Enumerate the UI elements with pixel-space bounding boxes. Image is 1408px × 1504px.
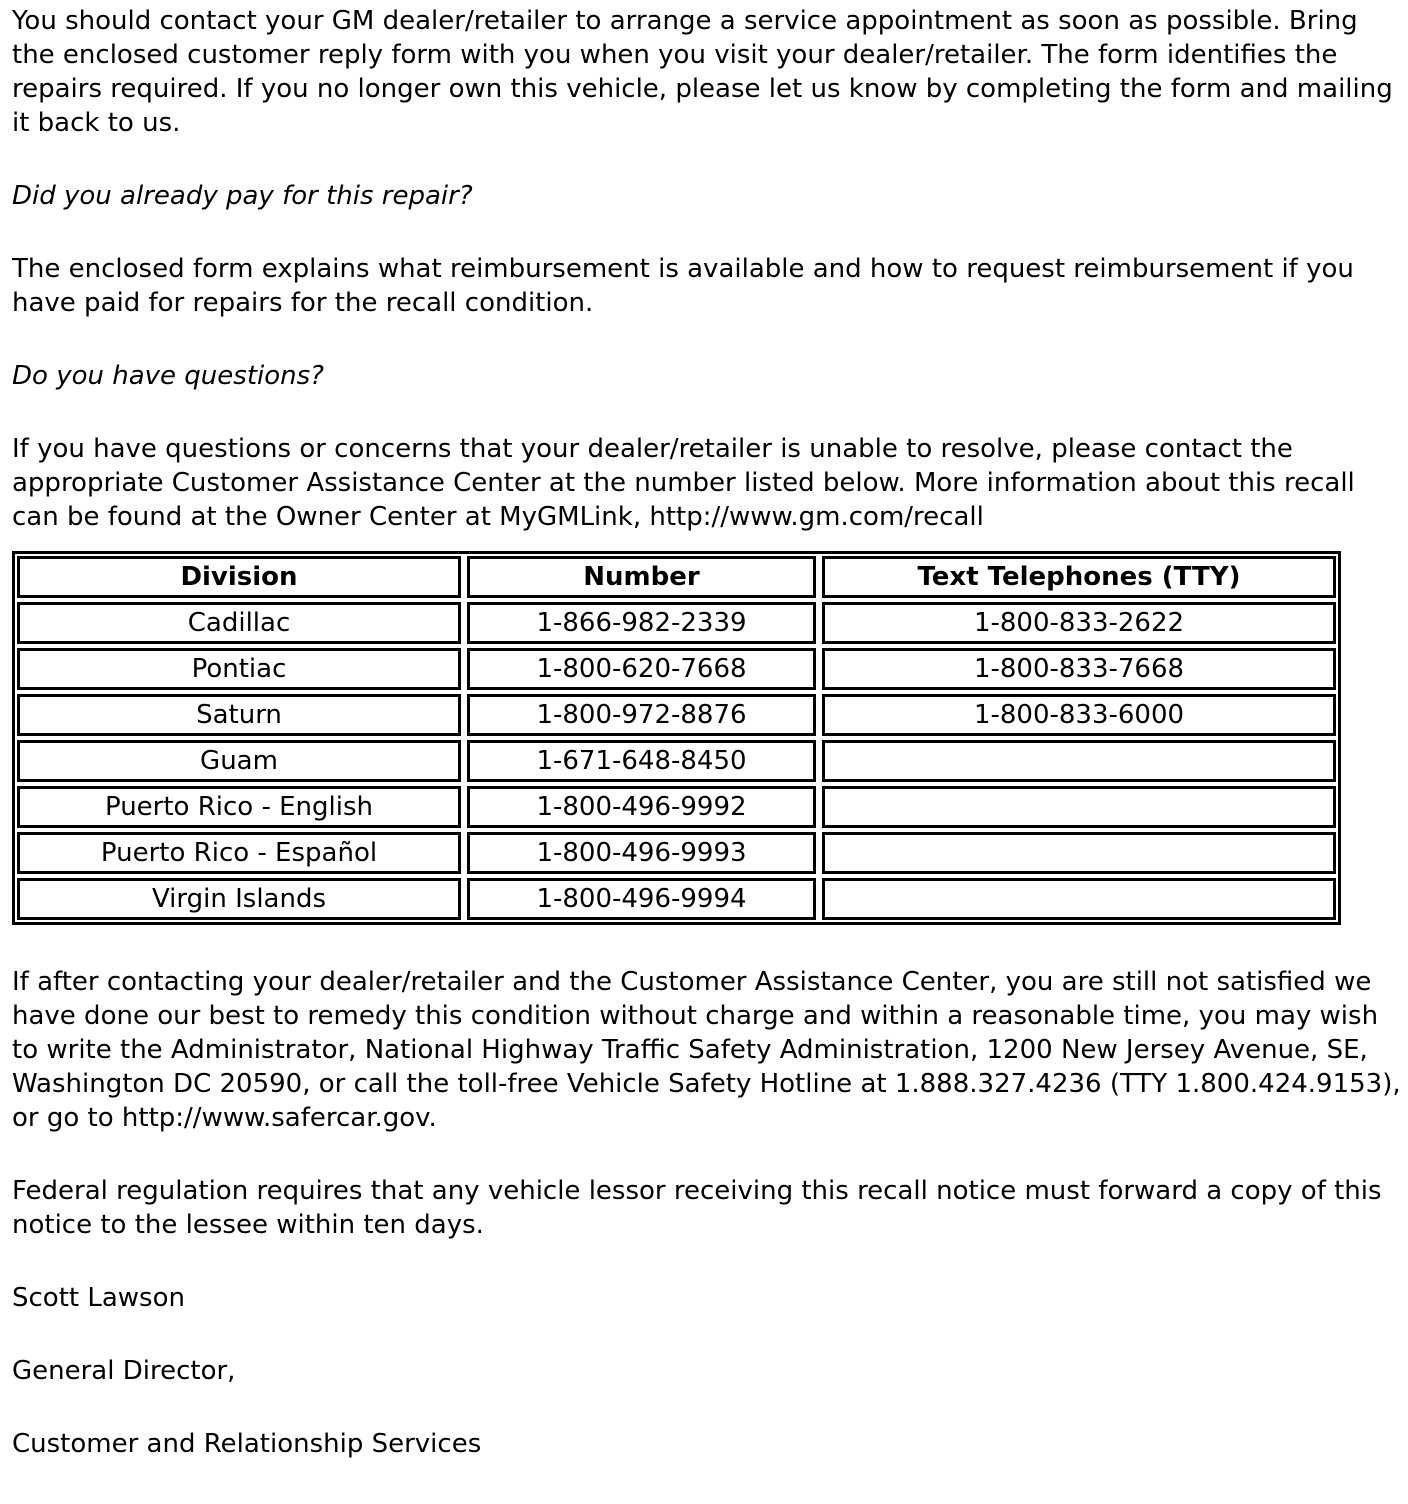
table-row [17, 878, 1336, 920]
header-number: Number [467, 556, 816, 598]
table-row [17, 694, 1336, 736]
tty-cell [822, 786, 1336, 828]
tty-cell: 1-800-833-7668 [822, 648, 1336, 690]
letter-page [12, 4, 1402, 1461]
table-row [17, 740, 1336, 782]
header-division: Division [17, 556, 461, 598]
number-cell: 1-800-972-8876 [467, 694, 816, 736]
service-appointment-paragraph: You should contact your GM dealer/retailer to arrange a service appointment as soon as possible. Bring the enclosed customer reply form with you when you visit your dealer/retailer. The form identifies the repairs required. If you no longer own this vehicle, please let us know by completing the form and mailing it back to us. [12, 6, 1393, 138]
tty-cell [822, 878, 1336, 920]
division-cell: Puerto Rico - Español [17, 832, 461, 874]
header-tty: Text Telephones (TTY) [822, 556, 1336, 598]
table-row [17, 786, 1336, 828]
table-row [17, 648, 1336, 690]
table-row [17, 832, 1336, 874]
number-cell: 1-800-620-7668 [467, 648, 816, 690]
number-cell: 1-800-496-9992 [467, 786, 816, 828]
signature-block [12, 1281, 1402, 1461]
signatory-title: General Director, [12, 1356, 236, 1386]
assistance-center-table [11, 552, 1342, 924]
number-cell: 1-800-496-9993 [467, 832, 816, 874]
number-cell: 1-866-982-2339 [467, 602, 816, 644]
lessor-paragraph: Federal regulation requires that any vehicle lessor receiving this recall notice must forward a copy of this notice to the lessee within ten days. [12, 1176, 1382, 1240]
tty-cell [822, 740, 1336, 782]
nhtsa-paragraph: If after contacting your dealer/retailer and the Customer Assistance Center, you are still not satisfied we have done our best to remedy this condition without charge and within a reasonable time, you may wish to write the Administrator, National Highway Traffic Safety Administration, 1200 New Jersey Avenue, SE, Washington DC 20590, or call the toll-free Vehicle Safety Hotline at 1.888.327.4236 (TTY 1.800.424.9153), or go to http://www.safercar.gov. [12, 967, 1401, 1133]
division-cell: Virgin Islands [17, 878, 461, 920]
signatory-department: Customer and Relationship Services [12, 1429, 482, 1459]
assistance-center-table-frame [12, 551, 1341, 925]
number-cell: 1-800-496-9994 [467, 878, 816, 920]
assistance-paragraph: If you have questions or concerns that your dealer/retailer is unable to resolve, please contact the appropriate Customer Assistance Center at the number listed below. More information about this recall can be found at the Owner Center at MyGMLink, http://www.gm.com/recall [12, 434, 1355, 532]
division-cell: Puerto Rico - English [17, 786, 461, 828]
division-cell: Cadillac [17, 602, 461, 644]
division-cell: Pontiac [17, 648, 461, 690]
signatory-name: Scott Lawson [12, 1283, 185, 1313]
questions-heading: Do you have questions? [12, 361, 324, 391]
tty-cell [822, 832, 1336, 874]
reimbursement-paragraph: The enclosed form explains what reimbursement is available and how to request reimbursement if you have paid for repairs for the recall condition. [12, 254, 1354, 318]
reimbursement-question: Did you already pay for this repair? [12, 181, 473, 211]
table-row [17, 602, 1336, 644]
number-cell: 1-671-648-8450 [467, 740, 816, 782]
tty-cell: 1-800-833-2622 [822, 602, 1336, 644]
division-cell: Guam [17, 740, 461, 782]
division-cell: Saturn [17, 694, 461, 736]
table-header-row [17, 556, 1336, 598]
tty-cell: 1-800-833-6000 [822, 694, 1336, 736]
